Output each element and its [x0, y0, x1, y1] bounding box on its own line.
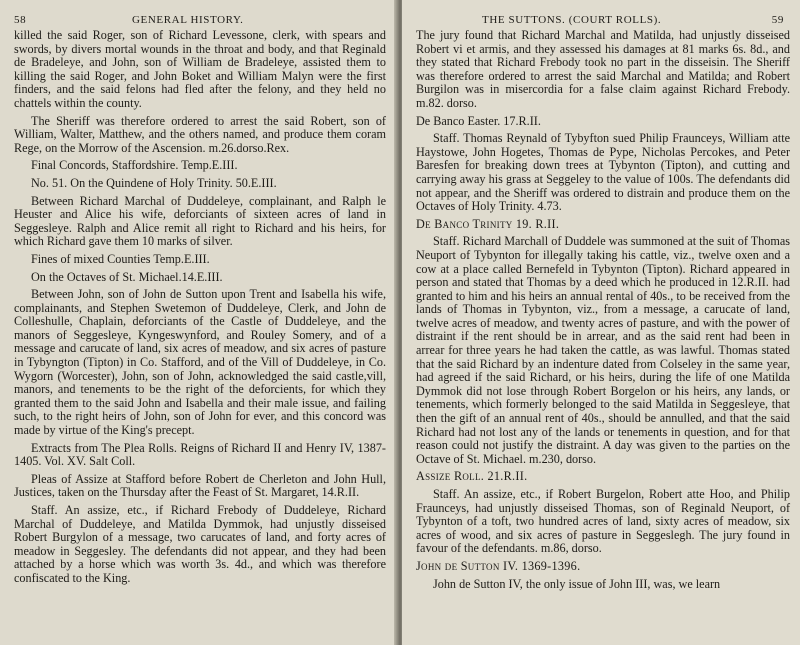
right-page: [402, 0, 800, 645]
right-running-head: THE SUTTONS. (COURT ROLLS).: [482, 14, 662, 26]
paragraph: Staff. An assize, etc., if Robert Burgelon, Robert atte Hoo, and Philip Fraunceys, had unjustly disseised Thomas, son of Reginald Neuport, of Tybynton of a toft, two hundred acres of land, sixty acres of meadow, six acres of wood, and six acres of pasture in Seggeslegh. The jury found in favour of the defendants. m.86, dorso.: [416, 487, 790, 556]
paragraph: The jury found that Richard Marchal and Matilda, had unjustly disseised Robert vi et armis, and they assessed his damages at 81 marks 6s. 8d., and they stated that Richard Frebody took no part in the disseisin. The Sheriff was therefore ordered to arrest the said Marchal and Matilda; and Robert Burgilon was in misercordia for a false claim against Richard Frebody. m.82. dorso.: [416, 28, 790, 110]
section-heading: No. 51. On the Quindene of Holy Trinity. 50.E.III.: [31, 175, 277, 190]
right-page-body: [416, 29, 790, 591]
paragraph: Staff. An assize, etc., if Richard Frebody of Duddeleye, Richard Marchal of Duddeleye, and Matilda Dymmok, had unjustly disseised Robert Burgylon of a message, two carucates of land, and forty acres of meadow in Seggesley. The defendants did not appear, and they had been attached by a horse which was worth 3s. 4d., and which was therefore confiscated to the King.: [14, 503, 386, 585]
paragraph: killed the said Roger, son of Richard Levessone, clerk, with spears and swords, by divers mortal wounds in the throat and body, and that Reginald de Bradeleye, and John, son of William de Bradeleye, assisted them to killing the said Roger, and John Boket and William Malyn were the first finders, and the said felons had fled after the felony, and they held no chattels within the county.: [14, 28, 386, 110]
paragraph: Between Richard Marchal of Duddeleye, complainant, and Ralph le Heuster and Alice his wife, deforciants of sixteen acres of land in Seggesleye. Ralph and Alice remit all right to Richard and his heirs, for which Richard gave them 10 marks of silver.: [14, 193, 386, 249]
left-page-body: [14, 29, 386, 586]
left-page-number: 58: [14, 14, 27, 26]
right-page-header: [416, 12, 790, 29]
paragraph: Pleas of Assize at Stafford before Robert de Cherleton and John Hull, Justices, taken on the Thursday after the Feast of St. Margaret, 14.R.II.: [14, 471, 386, 500]
right-page-number: 59: [771, 14, 784, 26]
left-page: [0, 0, 398, 645]
section-heading: John de Sutton IV. 1369-1396.: [416, 558, 581, 573]
section-heading: De Banco Trinity 19. R.II.: [416, 216, 560, 231]
left-running-head: GENERAL HISTORY.: [132, 14, 244, 26]
paragraph: John de Sutton IV, the only issue of John III, was, we learn: [433, 576, 721, 591]
section-heading: Fines of mixed Counties Temp.E.III.: [31, 251, 210, 266]
paragraph: The Sheriff was therefore ordered to arrest the said Robert, son of William, Walter, Matthew, and the others named, and produce them coram Rege, on the Morrow of the Ascension. m.26.dorso.Rex.: [14, 113, 386, 155]
paragraph: Between John, son of John de Sutton upon Trent and Isabella his wife, complainants, and Stephen Swetemon of Duddeleye, Clerk, and John de Colleshulle, Chaplain, deforciants of the Castle of Duddeleye, and the manors of Seggesleye, Kyngeswynford, and Rouley Somery, and of a message and carucate of land, six acres of meadow, and six acres of pasture in Tybyngton (Tipton) in Co. Stafford, and of the Vill of Duddeleye, in Co. Wygorn (Worcester), John, son of John, acknowledged the said castle,vill, manors, and tenements to be the right of the deforcients, for which they granted them to the said John and Isabella and their male issue, and failing such, to the right heirs of John, son of John for ever, and this concord was made by virtue of the King's precept.: [14, 287, 386, 438]
section-heading: On the Octaves of St. Michael.14.E.III.: [31, 269, 223, 284]
section-heading: Assize Roll. 21.R.II.: [416, 469, 528, 484]
paragraph: Extracts from The Plea Rolls. Reigns of Richard II and Henry IV, 1387-1405. Vol. XV. Salt Coll.: [14, 440, 386, 469]
left-page-header: [14, 12, 386, 29]
section-heading: De Banco Easter. 17.R.II.: [416, 113, 541, 128]
section-heading: Final Concords, Staffordshire. Temp.E.III.: [31, 158, 238, 173]
paragraph: Staff. Richard Marchall of Duddele was summoned at the suit of Thomas Neuport of Tybynton for illegally taking his cattle, viz., twelve oxen and a cow at a place called Bernefeld in Tybynton (Tipton). Richard appeared in person and stated that Thomas by a deed which he produced in 12.R.II. had granted to him and his heirs an annual rental of 40s., to be received from the lands of Thomas in Tybynton, viz., from a message, a carucate of land, twelve acres of meadow, and twenty acres of pasture, and with the power of distraint if the rent should be in arrear, and as the said rent had been in arrear for three years he had taken the cattle, as was lawful. Thomas stated that the said Richard by an indenture dated from Colseley in the same year, had agreed if the said Richard, or his heirs, during the life of one Matilda Dymmok did not lose through Robert Borgelon or his heirs, any lands, or tenements, which formerly belonged to the said Matilda in Seggesleye, that then the gift of an annual rent of 40s., should be annulled, and that the said Richard had not lost any of the lands or tenements in question, and for that reason could not justify the distraint. A day was given to the parties on the Octave of St. Michael. m.230, dorso.: [416, 234, 790, 466]
paragraph: Staff. Thomas Reynald of Tybyfton sued Philip Fraunceys, William atte Haystowe, John Hogetes, Thomas de Pype, Nicholas Percokes, and Peter Baresfen for breaking down trees at Tybynton (Tipton), and cutting and carrying away his grass at Seggeley to the value of 100s. The defendants did not appear, and the Sheriff was ordered to distrain and produce them on the Octaves of Holy Trinity. 4.73.: [416, 131, 790, 214]
